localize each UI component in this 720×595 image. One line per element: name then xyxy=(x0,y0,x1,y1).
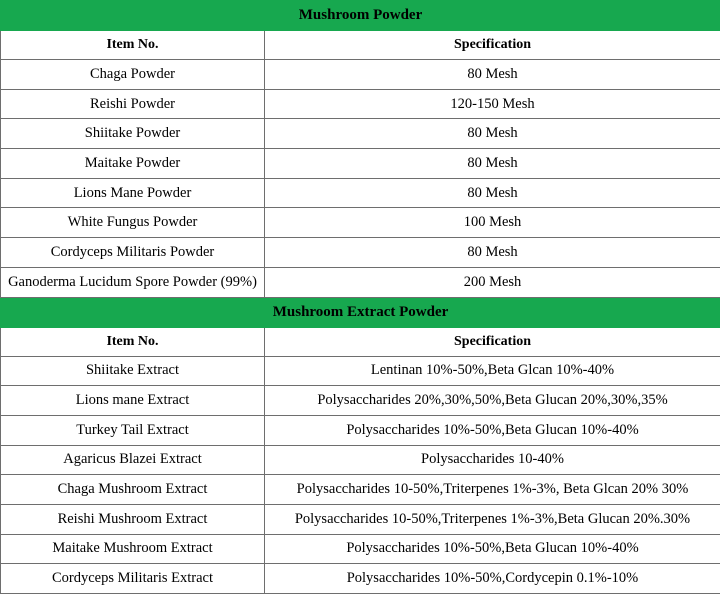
column-header-item-no: Item No. xyxy=(1,327,265,356)
column-header-row xyxy=(1,31,720,60)
item-name-cell: Agaricus Blazei Extract xyxy=(1,445,265,475)
table-row xyxy=(1,475,720,505)
table-row xyxy=(1,534,720,564)
specification-cell: Polysaccharides 10-40% xyxy=(265,445,720,475)
item-name-cell: Chaga Mushroom Extract xyxy=(1,475,265,505)
item-name-cell: White Fungus Powder xyxy=(1,208,265,238)
item-name-cell: Reishi Powder xyxy=(1,89,265,119)
specification-cell: 80 Mesh xyxy=(265,60,720,90)
item-name-cell: Cordyceps Militaris Powder xyxy=(1,238,265,268)
specification-cell: Lentinan 10%-50%,Beta Glcan 10%-40% xyxy=(265,356,720,386)
table-row xyxy=(1,267,720,297)
section-header-row xyxy=(1,297,720,327)
table-row xyxy=(1,119,720,149)
specification-cell: 80 Mesh xyxy=(265,149,720,179)
column-header-item-no: Item No. xyxy=(1,31,265,60)
specification-cell: Polysaccharides 20%,30%,50%,Beta Glucan 20%,30%,35% xyxy=(265,386,720,416)
table-row xyxy=(1,178,720,208)
item-name-cell: Lions Mane Powder xyxy=(1,178,265,208)
item-name-cell: Lions mane Extract xyxy=(1,386,265,416)
specification-cell: 100 Mesh xyxy=(265,208,720,238)
specification-cell: Polysaccharides 10%-50%,Beta Glucan 10%-40% xyxy=(265,415,720,445)
specification-cell: Polysaccharides 10-50%,Triterpenes 1%-3%, Beta Glcan 20% 30% xyxy=(265,475,720,505)
item-name-cell: Cordyceps Militaris Extract xyxy=(1,564,265,594)
item-name-cell: Ganoderma Lucidum Spore Powder (99%) xyxy=(1,267,265,297)
item-name-cell: Shiitake Powder xyxy=(1,119,265,149)
column-header-specification: Specification xyxy=(265,327,720,356)
item-name-cell: Chaga Powder xyxy=(1,60,265,90)
item-name-cell: Maitake Powder xyxy=(1,149,265,179)
table-row xyxy=(1,356,720,386)
spec-table-body xyxy=(1,1,720,594)
specification-cell: Polysaccharides 10%-50%,Beta Glucan 10%-40% xyxy=(265,534,720,564)
table-row xyxy=(1,149,720,179)
table-row xyxy=(1,208,720,238)
section-header-row xyxy=(1,1,720,31)
specification-cell: 80 Mesh xyxy=(265,119,720,149)
item-name-cell: Turkey Tail Extract xyxy=(1,415,265,445)
specification-cell: 200 Mesh xyxy=(265,267,720,297)
table-row xyxy=(1,60,720,90)
table-row xyxy=(1,445,720,475)
item-name-cell: Maitake Mushroom Extract xyxy=(1,534,265,564)
column-header-row xyxy=(1,327,720,356)
table-row xyxy=(1,89,720,119)
table-row xyxy=(1,386,720,416)
specification-cell: Polysaccharides 10%-50%,Cordycepin 0.1%-10% xyxy=(265,564,720,594)
section-title: Mushroom Powder xyxy=(1,1,720,31)
table-row xyxy=(1,504,720,534)
specification-cell: Polysaccharides 10-50%,Triterpenes 1%-3%,Beta Glucan 20%.30% xyxy=(265,504,720,534)
table-row xyxy=(1,415,720,445)
specification-cell: 120-150 Mesh xyxy=(265,89,720,119)
item-name-cell: Reishi Mushroom Extract xyxy=(1,504,265,534)
specification-cell: 80 Mesh xyxy=(265,178,720,208)
item-name-cell: Shiitake Extract xyxy=(1,356,265,386)
section-title: Mushroom Extract Powder xyxy=(1,297,720,327)
table-row xyxy=(1,564,720,594)
specification-cell: 80 Mesh xyxy=(265,238,720,268)
column-header-specification: Specification xyxy=(265,31,720,60)
table-row xyxy=(1,238,720,268)
